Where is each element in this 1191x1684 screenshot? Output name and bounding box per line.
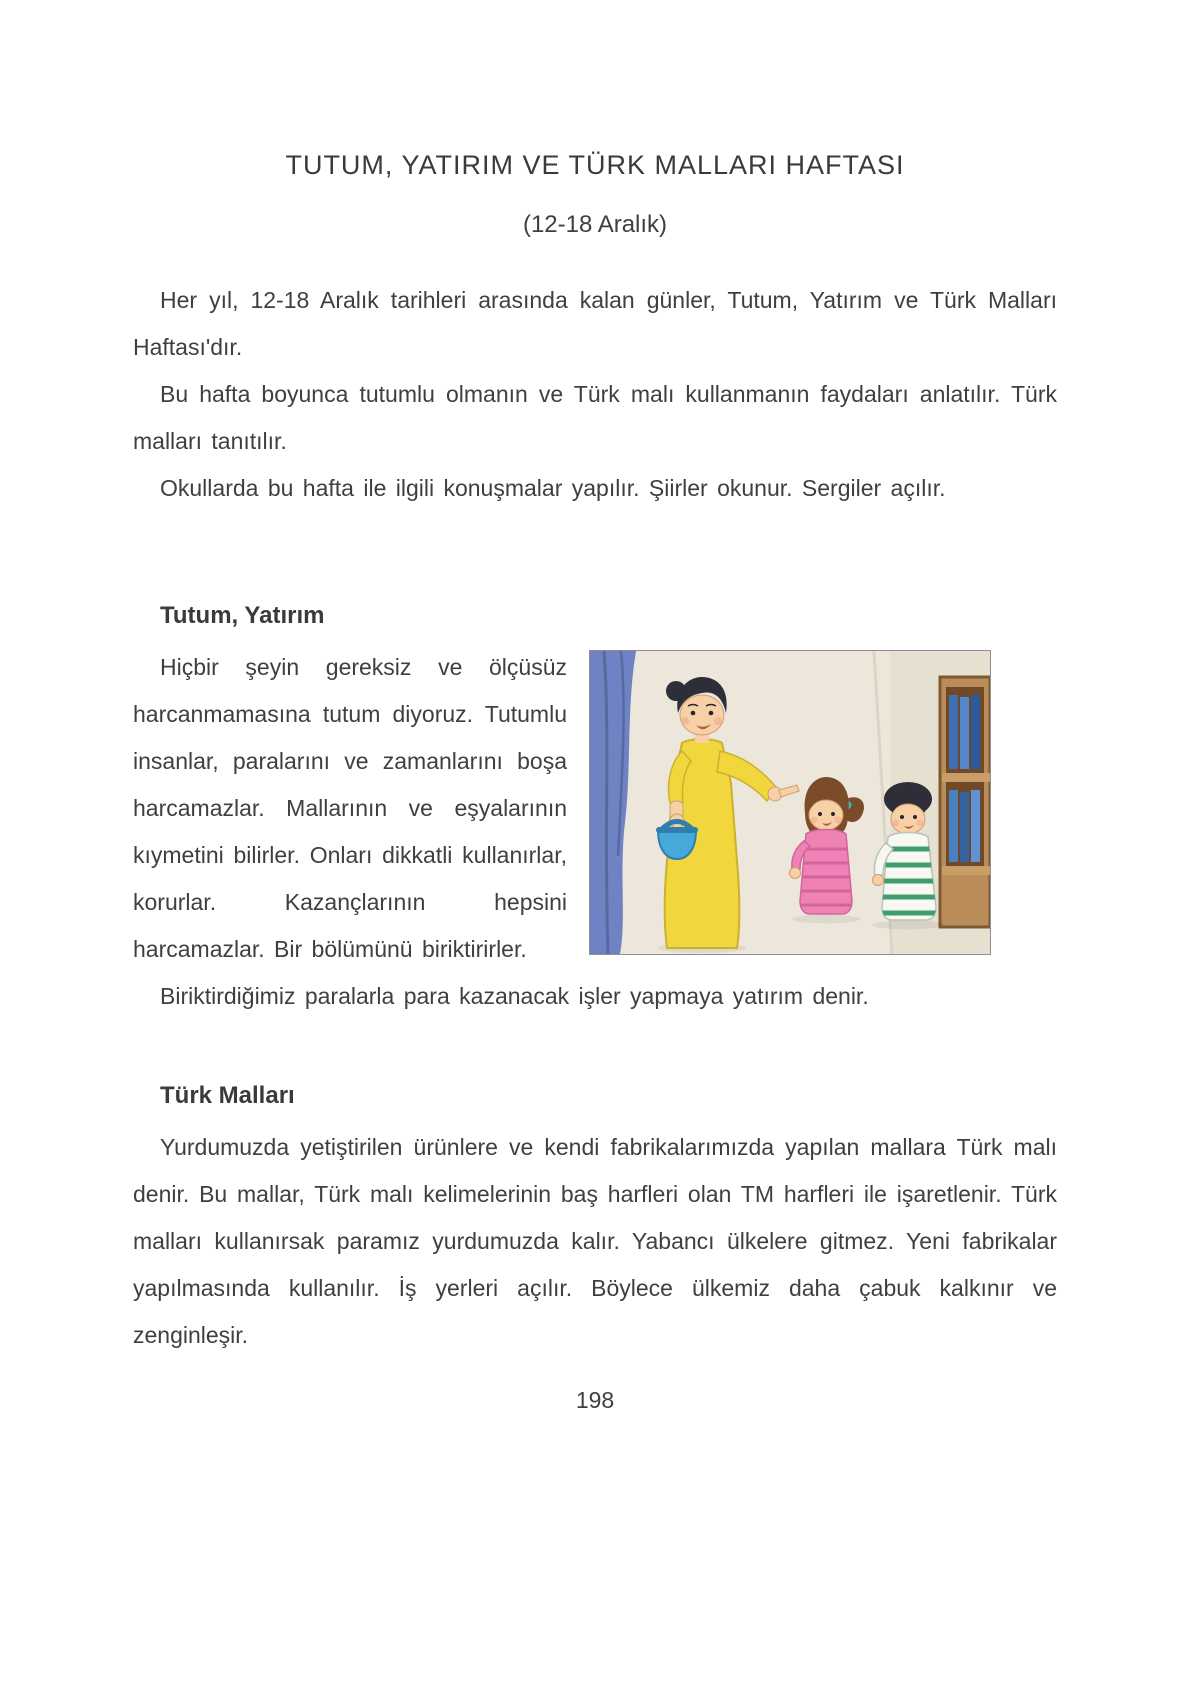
intro-paragraph-3: Okullarda bu hafta ile ilgili konuşmalar yapılır. Şiirler okunur. Sergiler açılır. [160, 475, 946, 501]
intro-paragraph-2: Bu hafta boyunca tutumlu olmanın ve Türk malı kullanmanın faydaları anlatılır. Türk malları tanıtılır. [133, 381, 1057, 454]
intro-paragraph-1: Her yıl, 12-18 Aralık tarihleri arasında kalan günler, Tutum, Yatırım ve Türk Malları Haftası'dır. [133, 287, 1057, 360]
tutum-yatirim-paragraph-1: Hiçbir şeyin gereksiz ve ölçüsüz harcanmamasına tutum diyoruz. Tutumlu insanlar, paralarını ve zamanlarını boşa harcamazlar. Mallarının ve eşyalarının kıymetini bilirler. Onları dikkatli kullanırlar, korurlar. Kazançlarının hepsini harcamazlar. Bir bölümünü biriktirirler. [133, 654, 567, 962]
page-number: 198 [575, 1387, 615, 1413]
bookshelf [940, 677, 990, 927]
tutum-yatirim-paragraph-2: Biriktirdiğimiz paralarla para kazanacak işler yapmaya yatırım denir. [160, 983, 869, 1009]
section-heading-turk-mallari: Türk Malları [160, 1082, 295, 1109]
illustration-frame [589, 650, 991, 955]
section-heading-tutum-yatirim: Tutum, Yatırım [160, 602, 325, 629]
section-tutum-yatirim [133, 644, 1057, 973]
turk-mallari-paragraph-1: Yurdumuzda yetiştirilen ürünlere ve kendi fabrikalarımızda yapılan mallara Türk malı denir. Bu mallar, Türk malı kelimelerinin baş harfleri olan TM harfleri ile işaretlenir. Türk malları kullanırsak paramız yurdumuzda kalır. Yabancı ülkelere gitmez. Yeni fabrikalar yapılmasında kullanılır. İş yerleri açılır. Böylece ülkemiz daha çabuk kalkınır ve zenginleşir. [133, 1134, 1057, 1348]
page-subtitle: (12-18 Aralık) [522, 211, 668, 238]
mother-children-illustration [590, 651, 990, 954]
page-title: TUTUM, YATIRIM VE TÜRK MALLARI HAFTASI [285, 150, 905, 180]
